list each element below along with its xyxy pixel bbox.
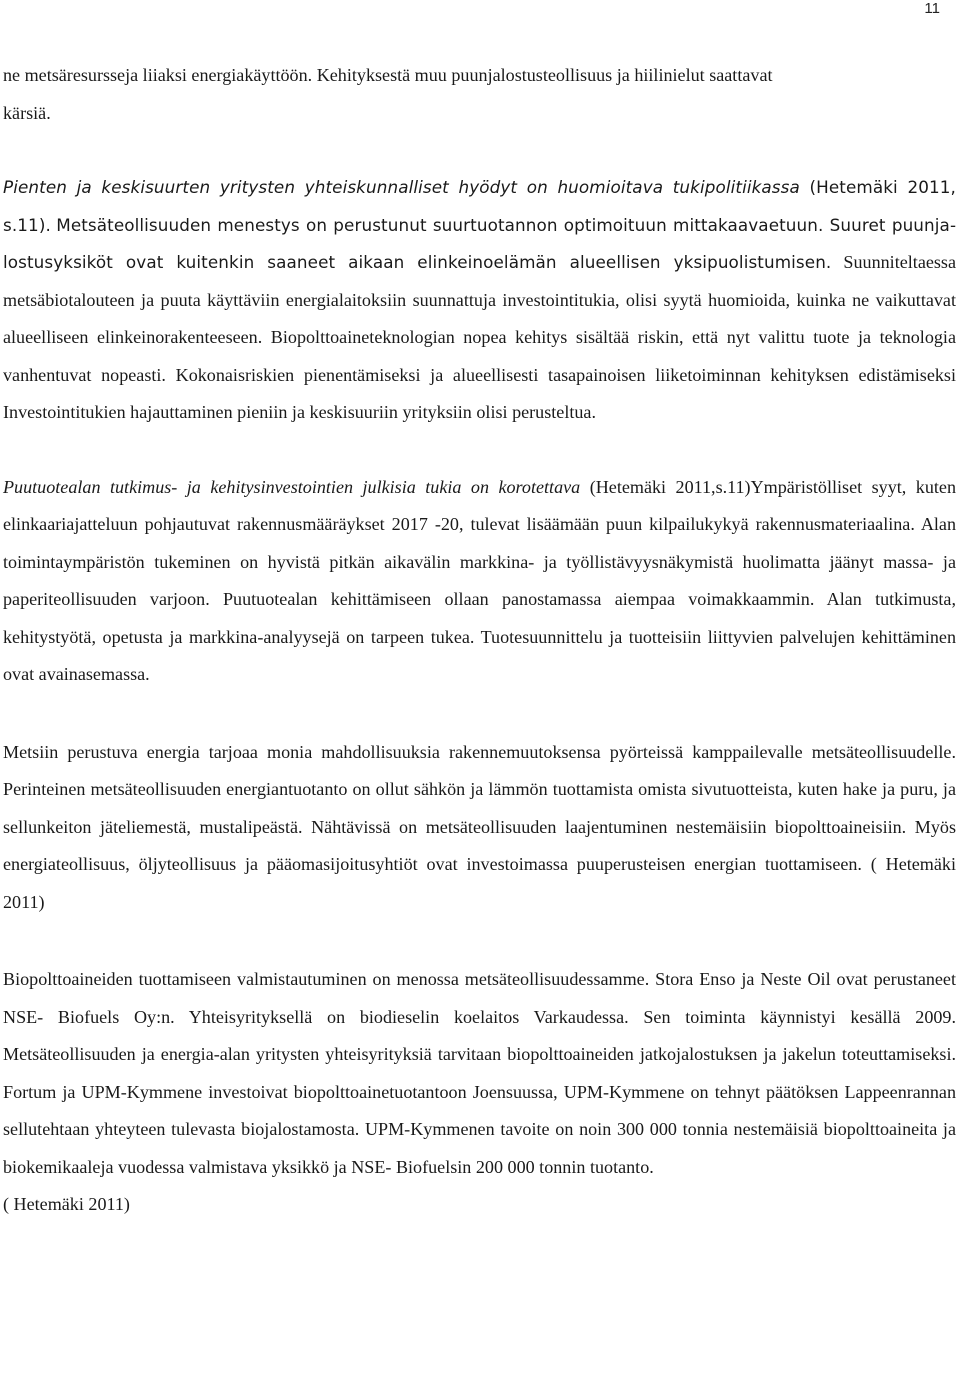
paragraph-2-citation: (Hetemäki 2011, s.11). [3,177,956,235]
paragraph-4 [3,734,956,922]
paragraph-spacer [3,921,956,961]
paragraph-3-italic-heading: Puutuotealan tutkimus- ja kehitysinvestointien julkisia tukia on korotettava [3,476,581,497]
paragraph-5-body: Biopolttoaineiden tuottamiseen valmistautuminen on menossa metsäteollisuudessamme. Stora Enso ja Neste Oil ovat perustaneet NSE- Biofuels Oy:n. Yhteisyrityksellä on biodieselin koelaitos Varkaudessa. Sen toiminta käynnistyi kesällä 2009. Metsäteollisuuden ja energia-alan yritysten yhteisyrityksiä tarvitaan biopolttoaineiden jatkojalostuksen ja jakelun toteuttamiseksi. Fortum ja UPM-Kymmene investoivat biopolttoainetuotantoon Joensuussa, UPM-Kymmene on tehnyt päätöksen Lappeenrannan sellutehtaan yhteyteen tulevasta biojalostamosta. UPM-Kymmenen tavoite on noin 300 000 tonnia nestemäisiä biopolttoaineita ja biokemikaaleja vuodessa valmistava yksikkö ja NSE- Biofuelsin 200 000 tonnin tuotanto. [3,969,956,1177]
paragraph-1-line-1: ne metsäresursseja liiaksi energiakäyttöön. Kehityksestä muu puunjalostusteollisuus ja hiilinielut saattavat [3,65,773,85]
paragraph-5-citation: ( Hetemäki 2011) [3,1194,130,1214]
page-number: 11 [924,0,940,17]
paragraph-5 [3,961,956,1224]
paragraph-1-line-2: kärsiä. [3,102,51,123]
paragraph-spacer [3,432,956,469]
paragraph-2-body-sans: Metsäteollisuuden menestys on perustunut suurtuotannon optimoituun mittakaavaetuun. Suuret puunjalostusyksiköt ovat kuitenkin saaneet aikaan elinkeinoelämän alueellisen yksipuolistumisen. [3,214,956,272]
document-body [3,57,956,1224]
paragraph-1 [3,57,956,132]
paragraph-2 [3,169,956,432]
paragraph-4-body: Metsiin perustuva energia tarjoaa monia mahdollisuuksia rakennemuutoksensa pyörteissä kamppailevalle metsäteollisuudelle. Perinteinen metsäteollisuuden energiantuotanto on ollut sähkön ja lämmön tuottamista omista sivutuotteista, kuten hake ja puru, ja sellunkeiton jäteliemestä, mustalipeästä. Nähtävissä on metsäteollisuuden laajentuminen nestemäisiin biopolttoaineisiin. Myös energiateollisuus, öljyteollisuus ja pääomasijoitusyhtiöt ovat investoimassa puuperusteisen energian tuottamiseen. ( Hetemäki 2011) [3,741,956,912]
paragraph-2-body: Suunniteltaessa metsäbiotalouteen ja puuta käyttäviin energialaitoksiin suunnattuja investointitukia, olisi syytä huomioida, kuinka ne vaikuttavat alueelliseen elinkeinorakenteeseen. Biopolttoaineteknologian nopea kehitys sisältää riskin, että nyt valittu tuote ja teknologia vanhentuvat nopeasti. Kokonaisriskien pienentämiseksi ja alueellisesti tasapainoisen liiketoiminnan kehityksen edistämiseksi Investointitukien hajauttaminen pieniin ja keskisuuriin yrityksiin olisi perusteltua. [3,252,956,422]
paragraph-spacer [3,694,956,734]
paragraph-spacer [3,132,956,169]
paragraph-3 [3,469,956,694]
paragraph-3-body: (Hetemäki 2011,s.11)Ympäristölliset syyt, kuten elinkaariajatteluun pohjautuvat rakennusmääräykset 2017 -20, tulevat lisäämään puun kilpailukykyä rakennusmateriaalina. Alan toimintaympäristön tukeminen on hyvistä pitkän aikavälin markkina- ja työllistävyysnäkymistä huolimatta jäänyt massa- ja paperiteollisuuden varjoon. Puutuotealan kehittämiseen ollaan panostamassa aiempaa voimakkaammin. Alan tutkimusta, kehitystyötä, opetusta ja markkina-analyysejä on tarpeen tukea. Tuotesuunnittelu ja tuotteisiin liittyvien palvelujen kehittäminen ovat avainasemassa. [3,476,956,684]
paragraph-2-italic-heading: Pienten ja keskisuurten yritysten yhteiskunnalliset hyödyt on huomioitava tukipolitiikassa [3,177,800,197]
